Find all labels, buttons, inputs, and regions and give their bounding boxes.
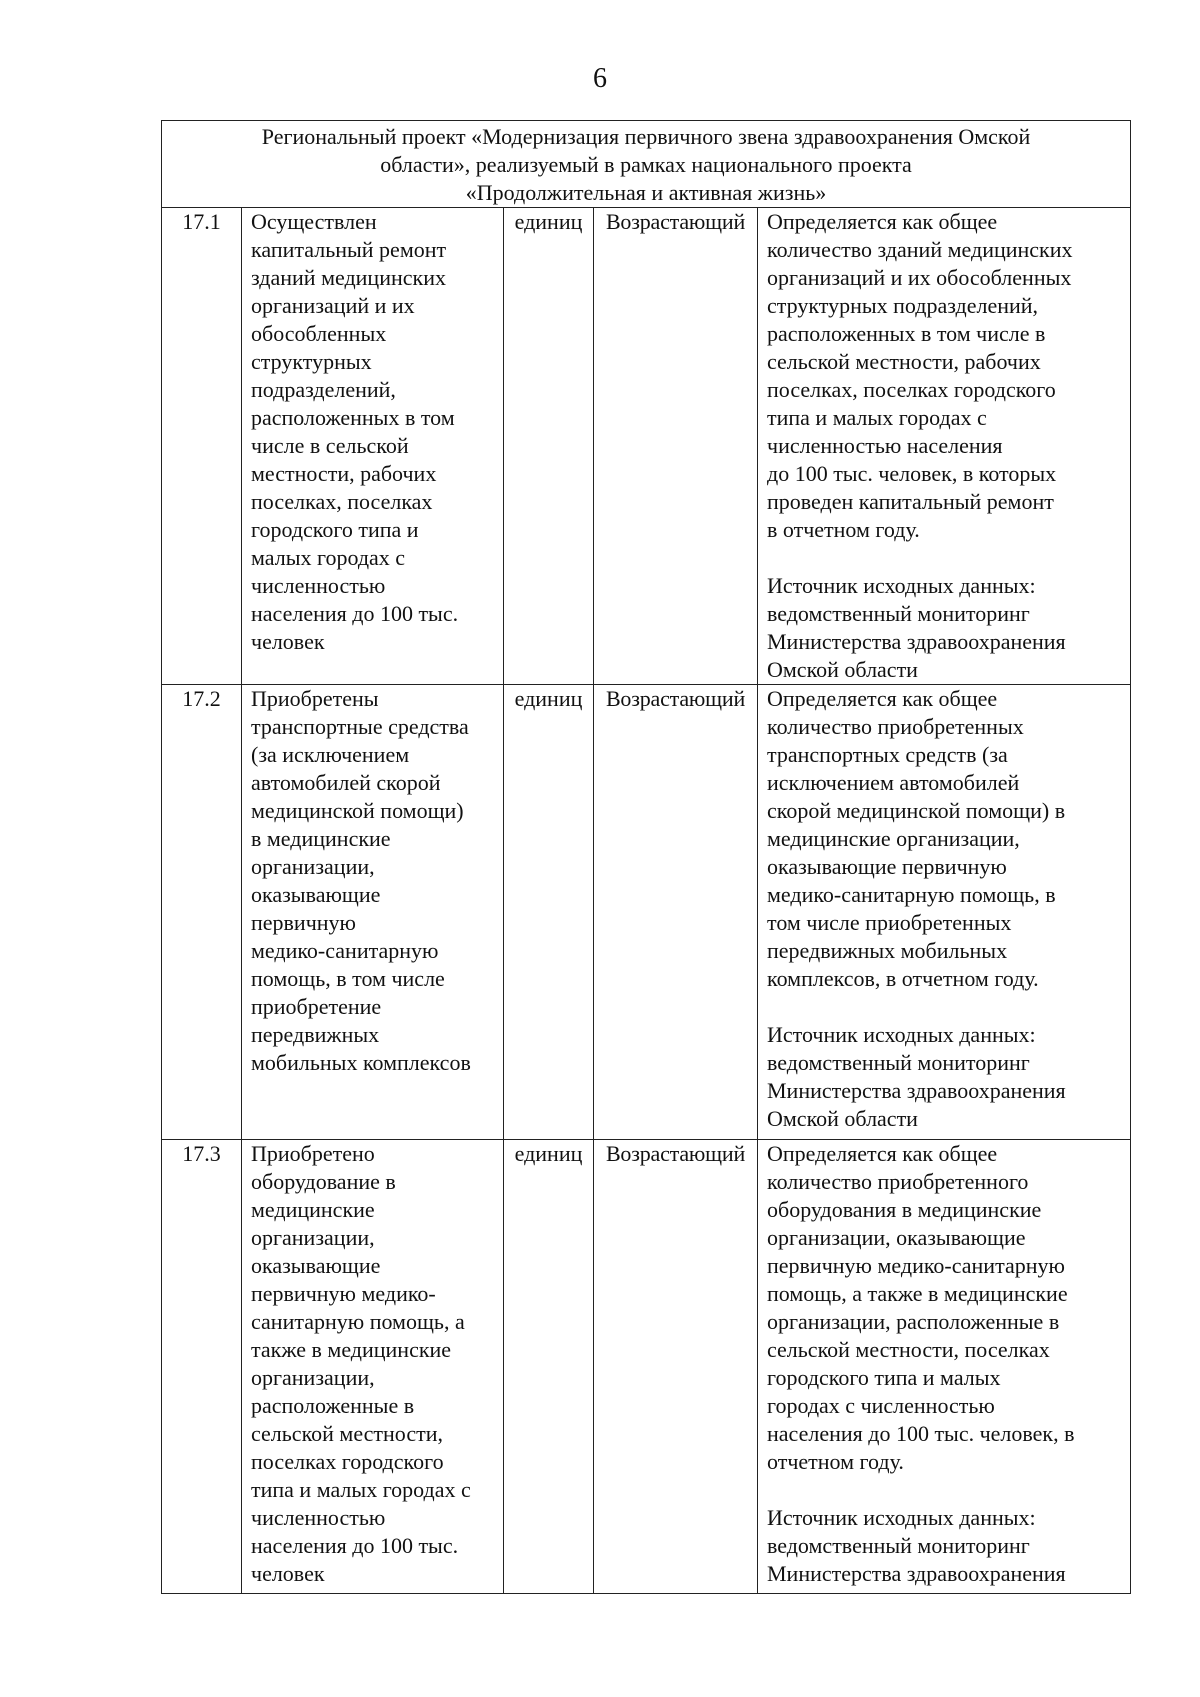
- trend-direction: Возрастающий: [594, 208, 758, 685]
- indicator-name-cell: [242, 1140, 504, 1594]
- section-title-cell: [162, 121, 1131, 208]
- calculation-method-cell: [758, 685, 1131, 1140]
- page-number: 6: [593, 63, 607, 94]
- indicators-table: [161, 120, 1131, 1594]
- unit-of-measure: единиц: [504, 685, 594, 1140]
- table-row: [162, 685, 1131, 1140]
- trend-direction: Возрастающий: [594, 685, 758, 1140]
- section-header-row: [162, 121, 1131, 208]
- row-number: 17.1: [162, 208, 242, 685]
- indicator-name: Осуществлен капитальный ремонт зданий медицинских организаций и их обособленных структурных подразделений, расположенных в том числе в сельской местности, рабочих поселках, поселках городского типа и малых городах с численностью населения до 100 тыс. человек: [251, 209, 459, 654]
- calculation-method-cell: [758, 208, 1131, 685]
- row-number: 17.2: [162, 685, 242, 1140]
- calculation-method: Определяется как общее количество приобретенных транспортных средств (за исключением автомобилей скорой медицинской помощи) в медицинские организации, оказывающие первичную медико-санитарную помощь, в том числе приобретенных передвижных мобильных комплексов, в отчетном году.: [767, 686, 1066, 991]
- row-number: 17.3: [162, 1140, 242, 1594]
- calculation-method: Определяется как общее количество зданий медицинских организаций и их обособленных структурных подразделений, расположенных в том числе в сельской местности, рабочих поселках, поселках городского типа и малых городах с численностью населения до 100 тыс. человек, в которых проведен капитальный ремонт в отчетном году.: [767, 209, 1073, 542]
- trend-direction: Возрастающий: [594, 1140, 758, 1594]
- table-row: [162, 1140, 1131, 1594]
- table-row: [162, 208, 1131, 685]
- calculation-method-cell: [758, 1140, 1131, 1594]
- data-source: Источник исходных данных: ведомственный мониторинг Министерства здравоохранения Омской области: [767, 1022, 1066, 1131]
- indicator-name: Приобретены транспортные средства (за исключением автомобилей скорой медицинской помощи) в медицинские организации, оказывающие первичную медико-санитарную помощь, в том числе приобретение передвижных мобильных комплексов: [251, 686, 471, 1075]
- unit-of-measure: единиц: [504, 208, 594, 685]
- data-source: Источник исходных данных: ведомственный мониторинг Министерства здравоохранения: [767, 1505, 1066, 1586]
- unit-of-measure: единиц: [504, 1140, 594, 1594]
- indicator-name-cell: [242, 685, 504, 1140]
- section-title: Региональный проект «Модернизация первичного звена здравоохранения Омской области», реализуемый в рамках национального проекта «Продолжительная и активная жизнь»: [261, 124, 1031, 205]
- calculation-method: Определяется как общее количество приобретенного оборудования в медицинские организации, оказывающие первичную медико-санитарную помощь, а также в медицинские организации, расположенные в сельской местности, поселках городского типа и малых городах с численностью населения до 100 тыс. человек, в отчетном году.: [767, 1141, 1075, 1474]
- data-source: Источник исходных данных: ведомственный мониторинг Министерства здравоохранения Омской области: [767, 573, 1066, 682]
- indicator-name: Приобретено оборудование в медицинские организации, оказывающие первичную медико- санитарную помощь, а также в медицинские организации, расположенные в сельской местности, поселках городского типа и малых городах с численностью населения до 100 тыс. человек: [251, 1141, 471, 1586]
- indicator-name-cell: [242, 208, 504, 685]
